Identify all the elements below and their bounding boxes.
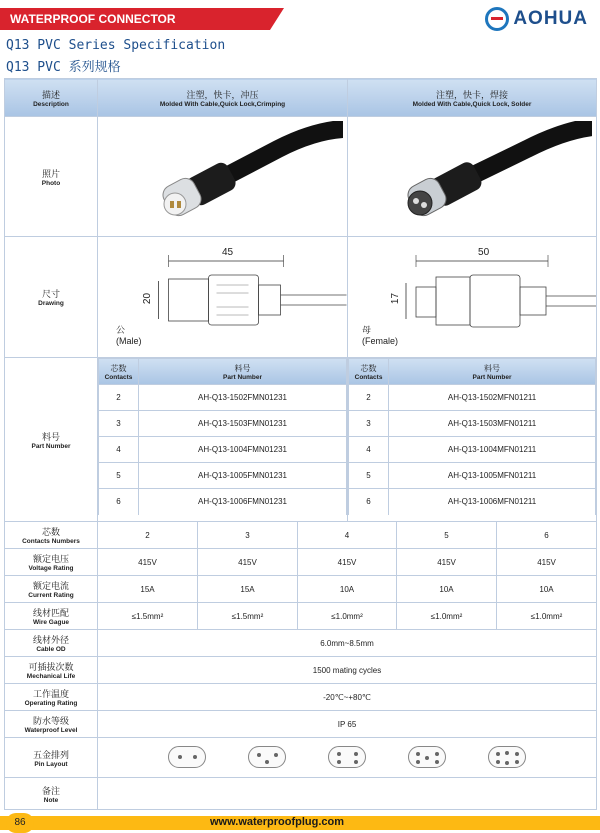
brand-logo <box>485 6 588 32</box>
voltage-value: 415V <box>98 549 198 576</box>
current-value: 15A <box>198 576 298 603</box>
female-caption: 母 (Female) <box>362 325 399 346</box>
female-part-table <box>348 358 596 515</box>
table-row: 3 AH-Q13-1503MFN01211 <box>349 411 596 437</box>
current-value: 10A <box>497 576 597 603</box>
mech-life-value: 1500 mating cycles <box>98 657 597 684</box>
top-bar <box>0 0 600 38</box>
contacts-value: 3 <box>198 522 298 549</box>
mech-life-row <box>5 657 597 684</box>
wire-value: ≤1.0mm² <box>497 603 597 630</box>
drawing-row <box>5 237 597 358</box>
note-row <box>5 778 597 810</box>
male-part-list <box>98 358 348 522</box>
female-height-dim: 17 <box>390 292 402 305</box>
contacts-row <box>5 522 597 549</box>
photo-label: 照片 Photo <box>5 117 98 237</box>
table-row: 2 AH-Q13-1502FMN01231 <box>99 385 347 411</box>
current-value: 15A <box>98 576 198 603</box>
table-row: 6 AH-Q13-1006FMN01231 <box>99 489 347 515</box>
header-row <box>5 79 597 117</box>
male-part-table <box>98 358 347 515</box>
wire-row <box>5 603 597 630</box>
table-row: 6 AH-Q13-1006MFN01211 <box>349 489 596 515</box>
contacts-value: 4 <box>298 522 397 549</box>
col-right-header: 注塑，快卡，焊接 Molded With Cable,Quick Lock, Solder <box>348 79 597 117</box>
desc-header: 描述 Description <box>5 79 98 117</box>
spec-table <box>4 78 597 810</box>
waterproof-row <box>5 711 597 738</box>
note-value <box>98 778 597 810</box>
col-left-header: 注塑，快卡，冲压 Molded With Cable,Quick Lock,Crimping <box>98 79 348 117</box>
male-connector-image <box>103 121 343 231</box>
voltage-label: 额定电压 Voltage Rating <box>5 549 98 576</box>
female-photo <box>348 117 597 237</box>
part-label: 料号 Part Number <box>5 358 98 522</box>
note-label: 备注 Note <box>5 778 98 810</box>
voltage-value: 415V <box>298 549 397 576</box>
waterproof-label: 防水等级 Waterproof Level <box>5 711 98 738</box>
current-value: 10A <box>397 576 497 603</box>
female-part-header: 芯数 Contacts 料号 Part Number <box>349 359 596 385</box>
pin-layout-2-icon <box>168 746 206 768</box>
table-row: 3 AH-Q13-1503FMN01231 <box>99 411 347 437</box>
op-rating-label: 工作温度 Operating Rating <box>5 684 98 711</box>
page-title: Q13 PVC Series Specification <box>6 38 226 53</box>
pin-layout-row <box>5 738 597 778</box>
contacts-value: 2 <box>98 522 198 549</box>
part-row <box>5 358 597 522</box>
voltage-row <box>5 549 597 576</box>
wire-label: 线材匹配 Wire Gague <box>5 603 98 630</box>
male-width-dim: 45 <box>222 247 234 258</box>
waterproof-value: IP 65 <box>98 711 597 738</box>
cable-od-label: 线材外径 Cable OD <box>5 630 98 657</box>
cable-od-value: 6.0mm~8.5mm <box>98 630 597 657</box>
drawing-label: 尺寸 Drawing <box>5 237 98 358</box>
female-width-dim: 50 <box>478 247 490 258</box>
wire-value: ≤1.0mm² <box>397 603 497 630</box>
pin-layout-label: 五金排列 Pin Layout <box>5 738 98 778</box>
page-subtitle: Q13 PVC 系列规格 <box>6 60 121 75</box>
pin-layout-3-icon <box>248 746 286 768</box>
current-row <box>5 576 597 603</box>
male-caption: 公 (Male) <box>116 325 142 346</box>
contacts-label: 芯数 Contacts Numbers <box>5 522 98 549</box>
pin-layout-5-icon <box>408 746 446 768</box>
voltage-value: 415V <box>397 549 497 576</box>
male-drawing <box>98 237 348 358</box>
op-rating-row <box>5 684 597 711</box>
page-number: 86 <box>6 813 34 833</box>
op-rating-value: -20℃~+80℃ <box>98 684 597 711</box>
table-row: 4 AH-Q13-1004FMN01231 <box>99 437 347 463</box>
mech-life-label: 可插拔次数 Mechanical Life <box>5 657 98 684</box>
cable-od-row <box>5 630 597 657</box>
wire-value: ≤1.5mm² <box>198 603 298 630</box>
photo-row <box>5 117 597 237</box>
wire-value: ≤1.5mm² <box>98 603 198 630</box>
pin-layout-6-icon <box>488 746 526 768</box>
male-height-dim: 20 <box>142 292 154 305</box>
male-part-header: 芯数 Contacts 料号 Part Number <box>99 359 347 385</box>
voltage-value: 415V <box>497 549 597 576</box>
table-row: 2 AH-Q13-1502MFN01211 <box>349 385 596 411</box>
current-label: 额定电流 Current Rating <box>5 576 98 603</box>
table-row: 4 AH-Q13-1004MFN01211 <box>349 437 596 463</box>
wire-value: ≤1.0mm² <box>298 603 397 630</box>
footer <box>0 813 600 831</box>
contacts-value: 5 <box>397 522 497 549</box>
voltage-value: 415V <box>198 549 298 576</box>
contacts-value: 6 <box>497 522 597 549</box>
current-value: 10A <box>298 576 397 603</box>
logo-mark-icon <box>485 7 509 31</box>
male-photo <box>98 117 348 237</box>
female-drawing <box>348 237 597 358</box>
pin-layout-diagrams <box>98 738 597 778</box>
banner: WATERPROOF CONNECTOR <box>0 8 270 30</box>
female-connector-image <box>352 121 592 231</box>
table-row: 5 AH-Q13-1005FMN01231 <box>99 463 347 489</box>
pin-layout-4-icon <box>328 746 366 768</box>
website-link[interactable]: www.waterproofplug.com <box>210 816 345 828</box>
logo-text: AOHUA <box>513 8 588 29</box>
female-part-list <box>348 358 597 522</box>
table-row: 5 AH-Q13-1005MFN01211 <box>349 463 596 489</box>
